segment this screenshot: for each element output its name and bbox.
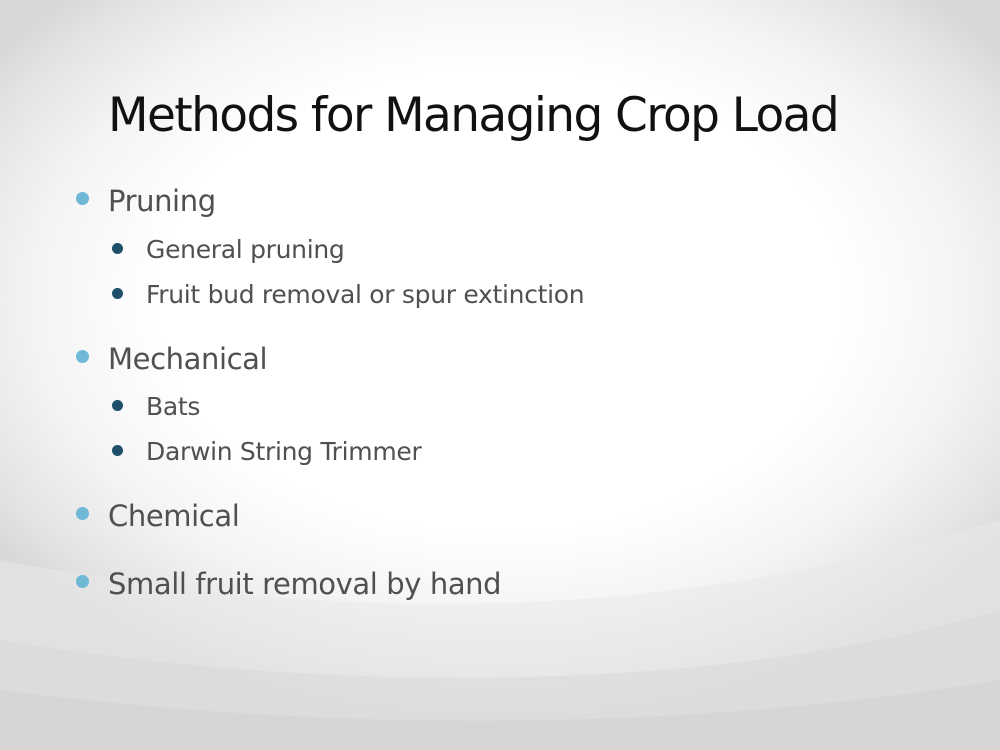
bullet-label: Pruning xyxy=(108,184,216,218)
sub-bullet-label: General pruning xyxy=(146,235,345,264)
sub-bullet-darwin-string-trimmer xyxy=(146,439,421,464)
bullet-label: Small fruit removal by hand xyxy=(108,567,502,601)
sub-bullet-label: Darwin String Trimmer xyxy=(146,437,422,466)
bullet-label: Mechanical xyxy=(108,342,268,376)
bullet-dot-icon xyxy=(76,575,89,588)
sub-bullet-fruit-bud-removal xyxy=(146,282,584,307)
slide-title: Methods for Managing Crop Load xyxy=(108,88,839,143)
sub-bullet-dot-icon xyxy=(112,243,123,254)
bullet-mechanical xyxy=(108,342,268,376)
sub-bullet-bats xyxy=(146,394,200,419)
sub-bullet-dot-icon xyxy=(112,288,123,299)
sub-bullet-label: Bats xyxy=(146,392,201,421)
bullet-label: Chemical xyxy=(108,499,240,533)
sub-bullet-label: Fruit bud removal or spur extinction xyxy=(146,280,585,309)
bullet-pruning xyxy=(108,184,216,218)
bullet-small-fruit-removal xyxy=(108,567,502,601)
bullet-dot-icon xyxy=(76,192,89,205)
bullet-dot-icon xyxy=(76,350,89,363)
sub-bullet-dot-icon xyxy=(112,445,123,456)
sub-bullet-dot-icon xyxy=(112,400,123,411)
sub-bullet-general-pruning xyxy=(146,237,344,262)
bullet-dot-icon xyxy=(76,507,89,520)
bullet-chemical xyxy=(108,499,240,533)
